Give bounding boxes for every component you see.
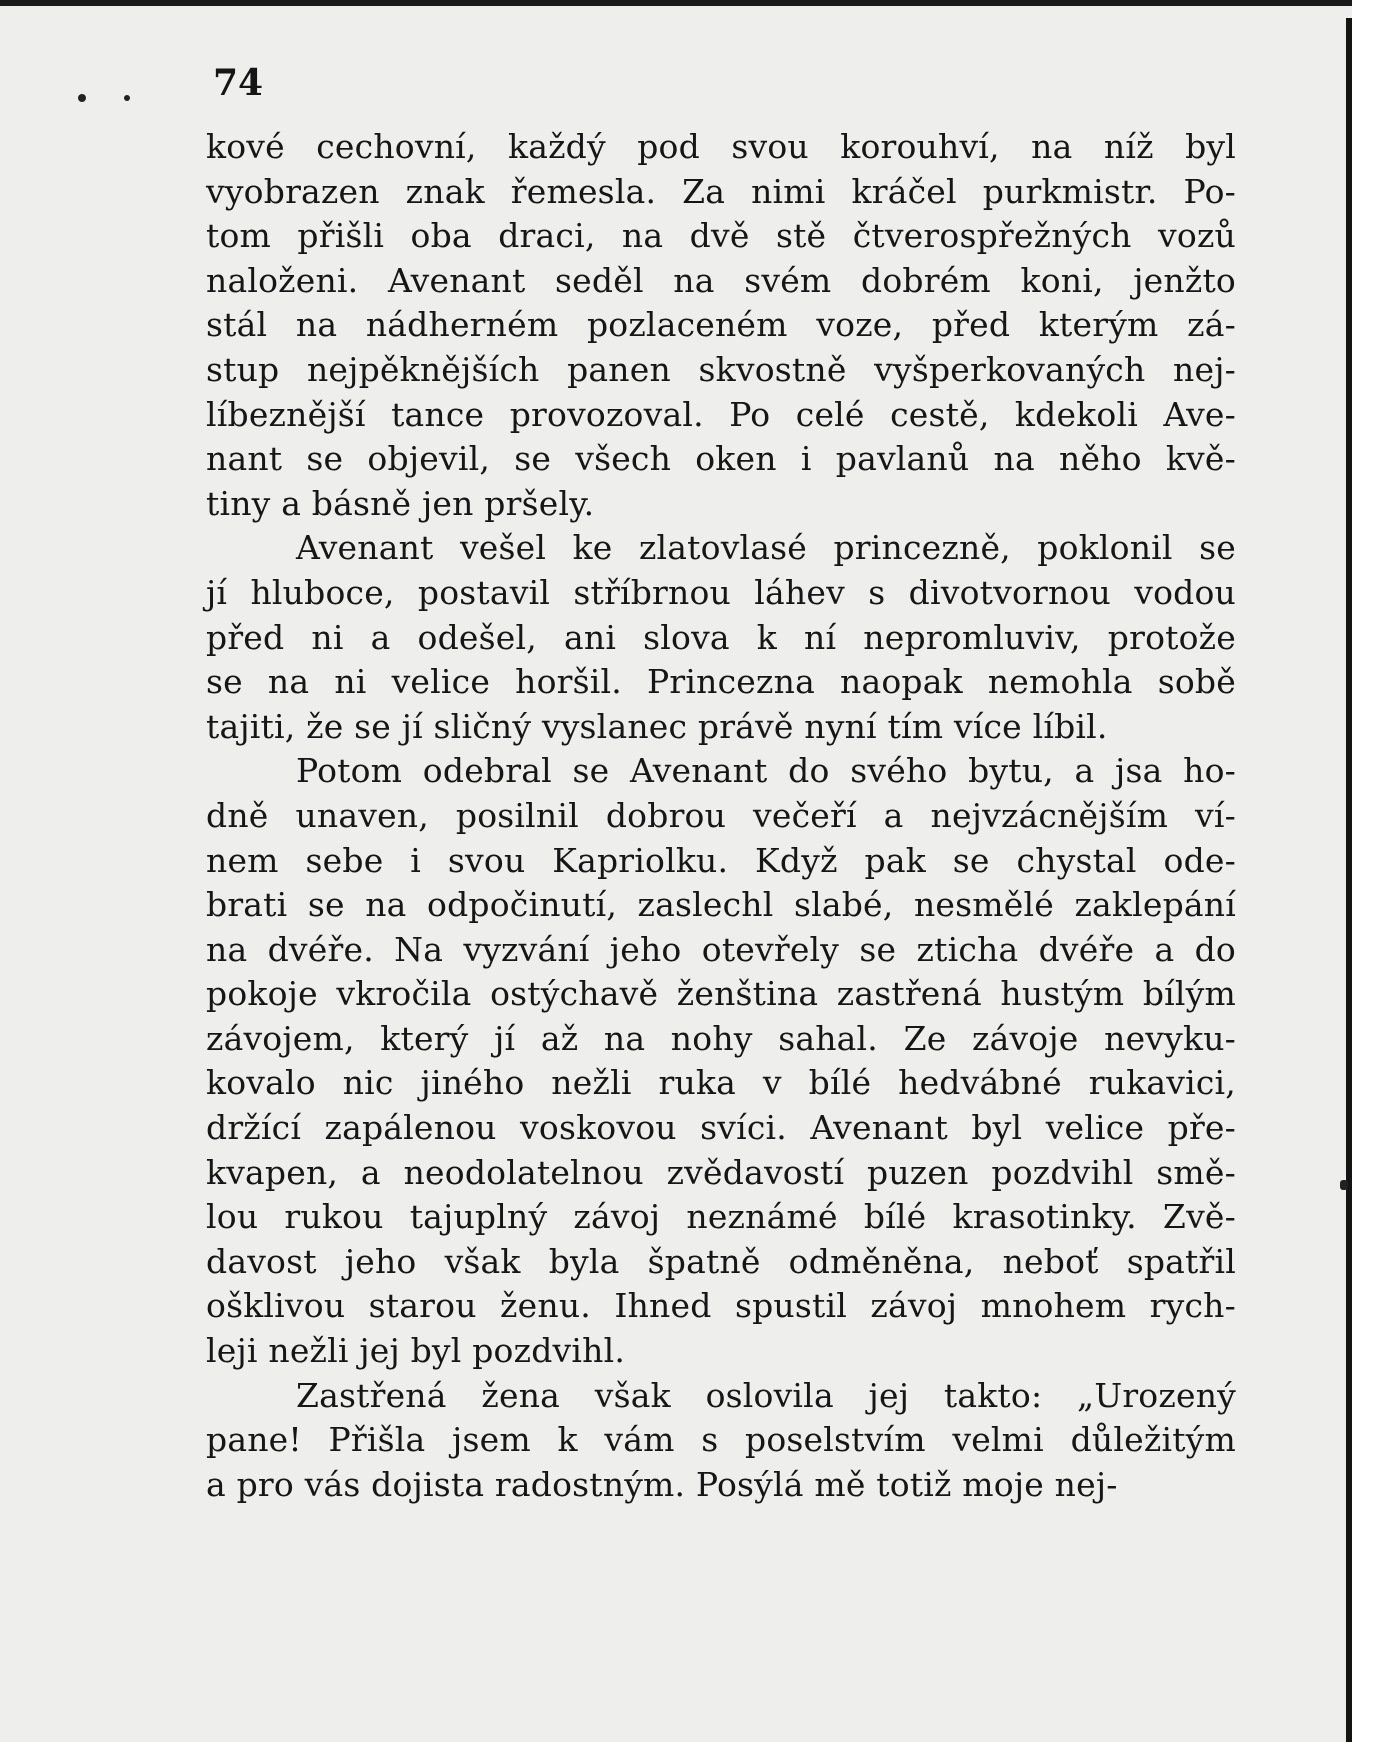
text-line: jí hluboce, postavil stříbrnou láhev s divotvornou vodou bbox=[206, 572, 1236, 612]
paragraph bbox=[206, 1374, 1236, 1508]
paragraph bbox=[206, 749, 1236, 1373]
text-line: stup nejpěknějších panen skvostně vyšperkovaných nej- bbox=[206, 349, 1236, 389]
text-line: se na ni velice horšil. Princezna naopak nemohla sobě bbox=[206, 662, 1236, 702]
text-line: lou rukou tajuplný závoj neznámé bílé krasotinky. Zvě- bbox=[206, 1197, 1236, 1237]
text-line: Avenant vešel ke zlatovlasé princezně, poklonil se bbox=[296, 528, 1236, 568]
text-line: brati se na odpočinutí, zaslechl slabé, nesmělé zaklepání bbox=[206, 885, 1236, 925]
text-line: líbeznější tance provozoval. Po celé cestě, kdekoli Ave- bbox=[206, 394, 1236, 434]
text-line: stál na nádherném pozlaceném voze, před kterým zá- bbox=[206, 305, 1236, 345]
text-line: držící zapálenou voskovou svíci. Avenant byl velice pře- bbox=[206, 1108, 1236, 1148]
text-line: tiny a básně jen pršely. bbox=[206, 483, 595, 523]
text-line: pokoje vkročila ostýchavě ženština zastřená hustým bílým bbox=[206, 974, 1236, 1014]
text-line: vyobrazen znak řemesla. Za nimi kráčel purkmistr. Po- bbox=[206, 171, 1236, 211]
text-line: na dvéře. Na vyzvání jeho otevřely se zticha dvéře a do bbox=[206, 929, 1236, 969]
speck-mark bbox=[124, 95, 130, 101]
text-line: před ni a odešel, ani slova k ní nepromluviv, protože bbox=[206, 617, 1236, 657]
text-line: kvapen, a neodolatelnou zvědavostí puzen pozdvihl smě- bbox=[206, 1152, 1236, 1192]
text-line: naloženi. Avenant seděl na svém dobrém koni, jenžto bbox=[206, 260, 1236, 300]
text-line: tom přišli oba draci, na dvě stě čtverospřežných vozů bbox=[206, 216, 1236, 256]
text-line: a pro vás dojista radostným. Posýlá mě totiž moje nej- bbox=[206, 1464, 1118, 1504]
text-line: ošklivou starou ženu. Ihned spustil závoj mnohem rych- bbox=[206, 1286, 1236, 1326]
text-line: leji nežli jej byl pozdvihl. bbox=[206, 1331, 626, 1371]
text-line: kovalo nic jiného nežli ruka v bílé hedvábné rukavici, bbox=[206, 1063, 1236, 1103]
speck-mark bbox=[78, 94, 86, 102]
paragraph bbox=[206, 125, 1236, 526]
paragraph bbox=[206, 526, 1236, 749]
text-line: dně unaven, posilnil dobrou večeří a nejvzácnějším ví- bbox=[206, 795, 1236, 835]
text-line: závojem, který jí až na nohy sahal. Ze závoje nevyku- bbox=[206, 1018, 1236, 1058]
scan-top-edge bbox=[0, 0, 1377, 6]
text-line: nant se objevil, se všech oken i pavlanů na něho kvě- bbox=[206, 439, 1236, 479]
text-line: nem sebe i svou Kapriolku. Když pak se chystal ode- bbox=[206, 840, 1236, 880]
text-line: tajiti, že se jí sličný vyslanec právě nyní tím více líbil. bbox=[206, 706, 1108, 746]
text-line: davost jeho však byla špatně odměněna, neboť spatřil bbox=[206, 1241, 1236, 1281]
page-text bbox=[206, 125, 1236, 1507]
scan-right-margin bbox=[1352, 0, 1377, 1742]
text-line: Potom odebral se Avenant do svého bytu, a jsa ho- bbox=[296, 751, 1236, 791]
text-line: kové cechovní, každý pod svou korouhví, na níž byl bbox=[206, 127, 1236, 166]
page-number: 74 bbox=[213, 62, 264, 104]
speck-mark bbox=[1340, 1180, 1348, 1190]
text-line: Zastřená žena však oslovila jej takto: „Urozený bbox=[296, 1375, 1236, 1415]
text-line: pane! Přišla jsem k vám s poselstvím velmi důležitým bbox=[206, 1420, 1236, 1460]
